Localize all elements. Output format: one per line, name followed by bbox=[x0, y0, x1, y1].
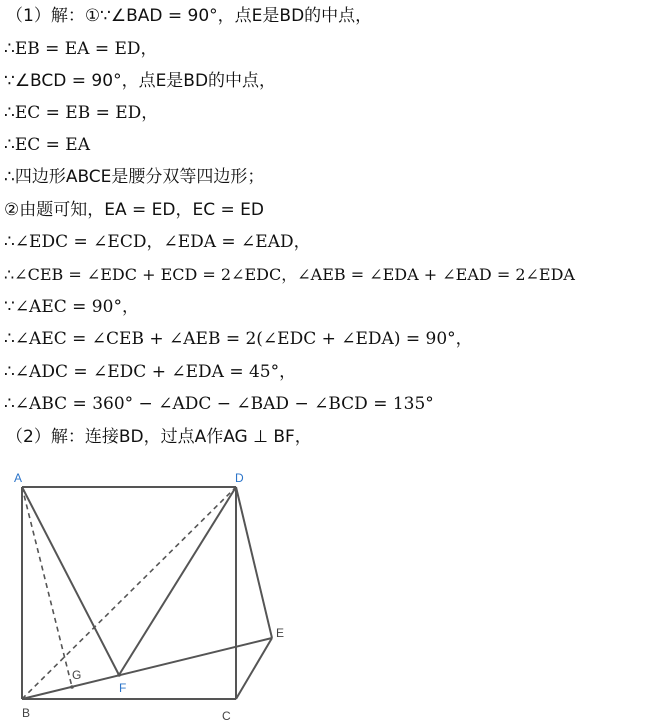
solution-line-4: ∴EC = EB = ED， bbox=[4, 103, 159, 123]
label-G: G bbox=[72, 668, 82, 682]
segment-DE bbox=[236, 487, 272, 638]
segment-AG-dashed bbox=[22, 487, 72, 687]
solution-line-12: ∴∠ADC = ∠EDC + ∠EDA = 45°， bbox=[4, 362, 297, 382]
segment-CE bbox=[236, 638, 272, 699]
label-E: E bbox=[276, 626, 285, 640]
label-C: C bbox=[222, 709, 231, 723]
segment-DF bbox=[119, 487, 236, 675]
geometry-figure bbox=[0, 462, 310, 724]
label-F: F bbox=[119, 681, 127, 695]
solution-line-8: ∴∠EDC = ∠ECD，∠EDA = ∠EAD， bbox=[4, 232, 311, 252]
label-B: B bbox=[22, 706, 31, 720]
solution-line-2: ∴EB = EA = ED， bbox=[4, 39, 158, 59]
solution-line-6: ∴四边形ABCE是腰分双等四边形； bbox=[4, 167, 265, 187]
solution-line-10: ∵∠AEC = 90°， bbox=[4, 297, 139, 317]
solution-line-14: （2）解：连接BD，过点A作AG ⊥ BF， bbox=[6, 427, 312, 447]
solution-line-1: （1）解：①∵∠BAD = 90°，点E是BD的中点， bbox=[6, 6, 373, 26]
label-D: D bbox=[235, 471, 244, 485]
solution-line-7: ②由题可知，EA = ED，EC = ED bbox=[4, 200, 264, 220]
label-A: A bbox=[14, 471, 23, 485]
point-G-dot bbox=[70, 685, 74, 689]
segment-BE bbox=[22, 638, 272, 699]
segment-AF bbox=[22, 487, 119, 675]
point-F-dot bbox=[117, 673, 121, 677]
solution-line-5: ∴EC = EA bbox=[4, 135, 90, 155]
solution-line-9: ∴∠CEB = ∠EDC + ECD = 2∠EDC，∠AEB = ∠EDA + ∠EAD = 2∠EDA bbox=[4, 265, 575, 284]
segment-BD-dashed bbox=[22, 487, 236, 699]
solution-line-13: ∴∠ABC = 360° − ∠ADC − ∠BAD − ∠BCD = 135° bbox=[4, 394, 434, 414]
solution-line-3: ∵∠BCD = 90°，点E是BD的中点， bbox=[4, 71, 277, 91]
solution-line-11: ∴∠AEC = ∠CEB + ∠AEB = 2(∠EDC + ∠EDA) = 90°， bbox=[4, 329, 473, 349]
